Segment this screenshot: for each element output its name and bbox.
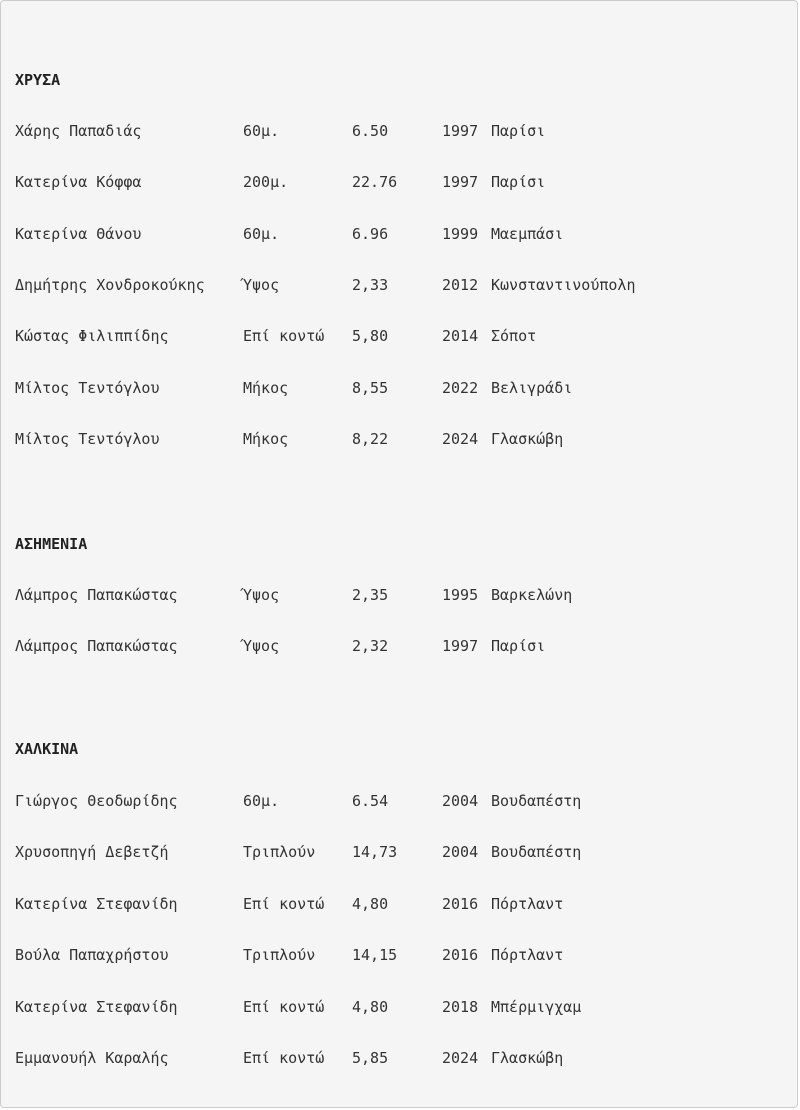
event-name: Ύψος: [243, 586, 280, 604]
host-city: Γλασκώβη: [491, 1049, 564, 1067]
section-title-gold: ΧΡΥΣΑ: [15, 71, 61, 89]
result-row: [1, 998, 791, 1018]
result-mark: 2,32: [352, 637, 389, 655]
host-city: Γλασκώβη: [491, 430, 564, 448]
athlete-name: Βούλα Παπαχρήστου: [15, 946, 169, 964]
host-city: Κωνσταντινούπολη: [491, 276, 636, 294]
event-name: Μήκος: [243, 430, 289, 448]
host-city: Πόρτλαντ: [491, 895, 564, 913]
result-mark: 14,73: [352, 843, 398, 861]
result-year: 1995: [442, 586, 479, 604]
result-year: 2018: [442, 998, 479, 1016]
result-row: [1, 895, 791, 915]
result-year: 2016: [442, 946, 479, 964]
result-row: [1, 843, 791, 863]
host-city: Βαρκελώνη: [491, 586, 573, 604]
event-name: 60μ.: [243, 792, 280, 810]
host-city: Μπέρμιγχαμ: [491, 998, 582, 1016]
event-name: Επί κοντώ: [243, 895, 325, 913]
result-mark: 22.76: [352, 173, 398, 191]
result-mark: 8,55: [352, 379, 389, 397]
result-row: [1, 379, 791, 399]
result-mark: 6.50: [352, 122, 389, 140]
result-row: [1, 276, 791, 296]
result-mark: 5,80: [352, 327, 389, 345]
result-year: 2012: [442, 276, 479, 294]
event-name: 60μ.: [243, 225, 280, 243]
event-name: Ύψος: [243, 637, 280, 655]
section-title-silver: ΑΣΗΜΕΝΙΑ: [15, 535, 88, 553]
event-name: Ύψος: [243, 276, 280, 294]
event-name: Μήκος: [243, 379, 289, 397]
host-city: Παρίσι: [491, 122, 546, 140]
result-year: 2004: [442, 843, 479, 861]
host-city: Παρίσι: [491, 173, 546, 191]
result-year: 2014: [442, 327, 479, 345]
result-year: 1997: [442, 173, 479, 191]
result-year: 2004: [442, 792, 479, 810]
athlete-name: Γιώργος Θεοδωρίδης: [15, 792, 178, 810]
result-row: [1, 637, 791, 657]
result-row: [1, 122, 791, 142]
result-year: 1999: [442, 225, 479, 243]
event-name: Τριπλούν: [243, 946, 316, 964]
result-row: [1, 792, 791, 812]
athlete-name: Μίλτος Τεντόγλου: [15, 430, 160, 448]
host-city: Βελιγράδι: [491, 379, 573, 397]
result-mark: 4,80: [352, 998, 389, 1016]
result-mark: 2,33: [352, 276, 389, 294]
host-city: Βουδαπέστη: [491, 792, 582, 810]
athlete-name: Χάρης Παπαδιάς: [15, 122, 142, 140]
event-name: Τριπλούν: [243, 843, 316, 861]
athlete-name: Κατερίνα Θάνου: [15, 225, 142, 243]
athlete-name: Μίλτος Τεντόγλου: [15, 379, 160, 397]
host-city: Σόποτ: [491, 327, 537, 345]
result-mark: 4,80: [352, 895, 389, 913]
event-name: Επί κοντώ: [243, 998, 325, 1016]
result-mark: 14,15: [352, 946, 398, 964]
host-city: Παρίσι: [491, 637, 546, 655]
result-year: 2022: [442, 379, 479, 397]
result-mark: 6.54: [352, 792, 389, 810]
result-year: 2016: [442, 895, 479, 913]
result-row: [1, 586, 791, 606]
event-name: 200μ.: [243, 173, 289, 191]
result-row: [1, 430, 791, 450]
result-row: [1, 173, 791, 193]
athlete-name: Κατερίνα Κόφφα: [15, 173, 142, 191]
result-year: 1997: [442, 637, 479, 655]
host-city: Μαεμπάσι: [491, 225, 564, 243]
result-row: [1, 327, 791, 347]
host-city: Βουδαπέστη: [491, 843, 582, 861]
event-name: 60μ.: [243, 122, 280, 140]
result-mark: 6.96: [352, 225, 389, 243]
host-city: Πόρτλαντ: [491, 946, 564, 964]
athlete-name: Χρυσοπηγή Δεβετζή: [15, 843, 169, 861]
result-mark: 8,22: [352, 430, 389, 448]
athlete-name: Λάμπρος Παπακώστας: [15, 637, 178, 655]
result-year: 2024: [442, 430, 479, 448]
athlete-name: Λάμπρος Παπακώστας: [15, 586, 178, 604]
result-mark: 5,85: [352, 1049, 389, 1067]
event-name: Επί κοντώ: [243, 327, 325, 345]
result-row: [1, 946, 791, 966]
result-row: [1, 225, 791, 245]
section-title-bronze: ΧΑΛΚΙΝΑ: [15, 740, 79, 758]
result-mark: 2,35: [352, 586, 389, 604]
result-year: 2024: [442, 1049, 479, 1067]
athlete-name: Κατερίνα Στεφανίδη: [15, 895, 178, 913]
result-year: 1997: [442, 122, 479, 140]
athlete-name: Κώστας Φιλιππίδης: [15, 327, 169, 345]
athlete-name: Εμμανουήλ Καραλής: [15, 1049, 169, 1067]
event-name: Επί κοντώ: [243, 1049, 325, 1067]
athlete-name: Κατερίνα Στεφανίδη: [15, 998, 178, 1016]
athlete-name: Δημήτρης Χονδροκούκης: [15, 276, 205, 294]
result-row: [1, 1049, 791, 1069]
